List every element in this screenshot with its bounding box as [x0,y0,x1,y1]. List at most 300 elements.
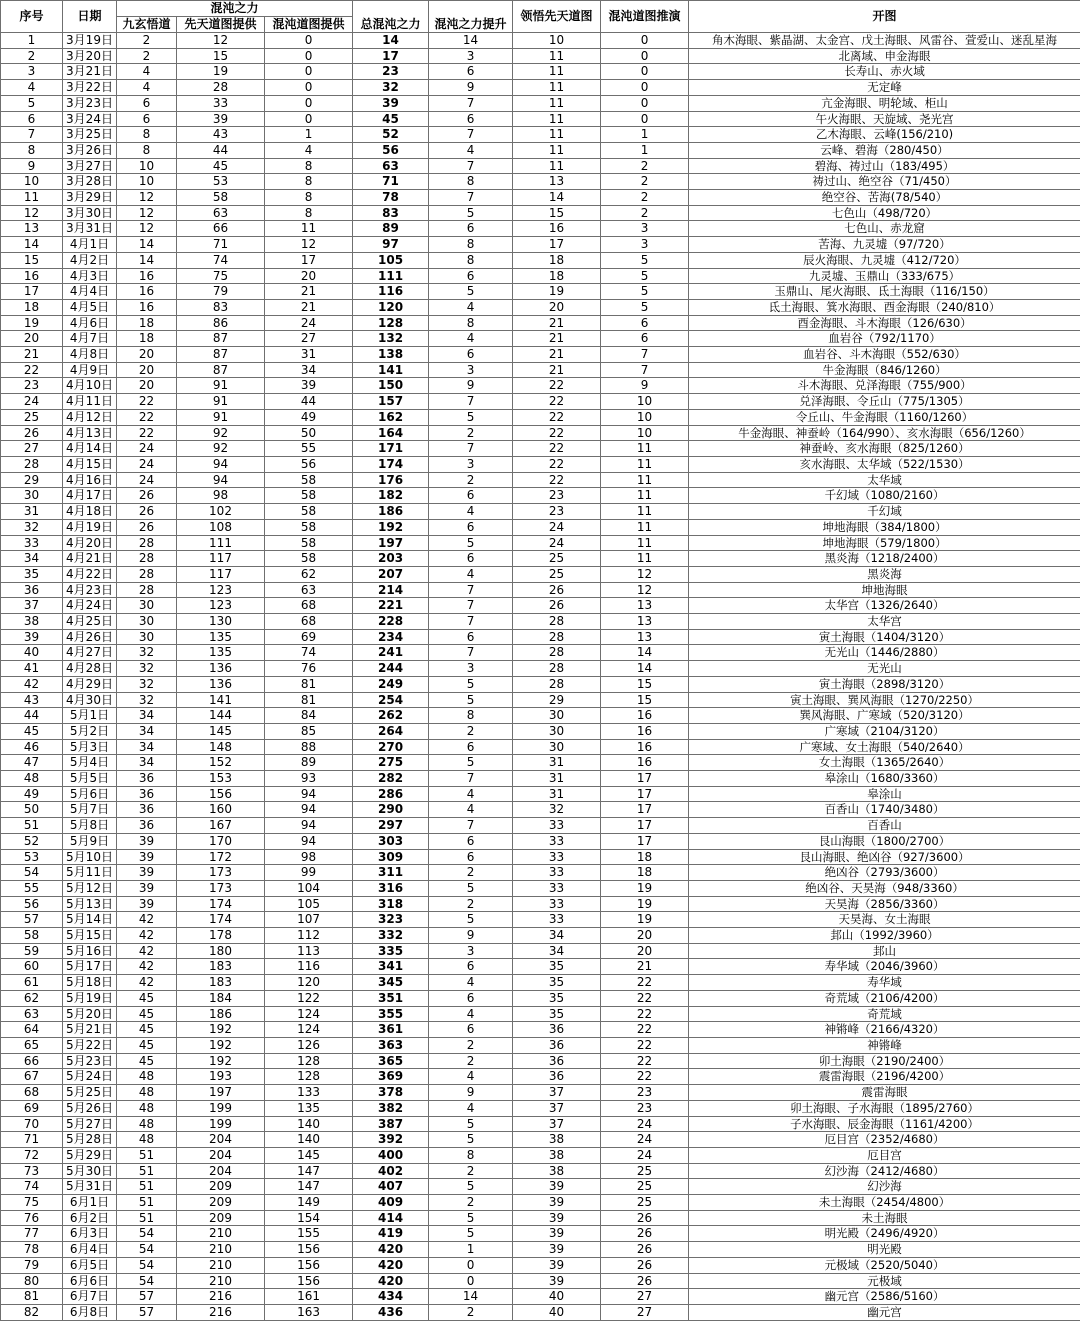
cell-jiuxuan: 42 [117,959,177,975]
cell-xiantian: 19 [177,64,265,80]
cell-jiuxuan: 14 [117,252,177,268]
cell-lingwu: 40 [513,1304,601,1320]
table-row [1,1273,1080,1289]
cell-lingwu: 28 [513,645,601,661]
cell-increase: 2 [429,1304,513,1320]
cell-increase: 6 [429,268,513,284]
header-xiantian: 先天道图提供 [177,17,265,33]
cell-tuiyan: 12 [601,566,689,582]
cell-lingwu: 30 [513,708,601,724]
cell-lingwu: 20 [513,299,601,315]
cell-total: 369 [353,1069,429,1085]
cell-jiuxuan: 39 [117,880,177,896]
cell-jiuxuan: 51 [117,1147,177,1163]
cell-jiuxuan: 36 [117,771,177,787]
cell-seq: 40 [1,645,63,661]
table-row [1,975,1080,991]
cell-tuiyan: 5 [601,299,689,315]
cell-kaitu: 广寒域（2104/3120） [689,723,1080,739]
table-row [1,237,1080,253]
cell-increase: 8 [429,315,513,331]
table-row [1,1242,1080,1258]
table-row [1,566,1080,582]
table-row [1,111,1080,127]
cell-date: 5月10日 [63,849,117,865]
cell-tuiyan: 7 [601,347,689,363]
cell-hundun-provide: 81 [265,676,353,692]
cell-hundun-provide: 21 [265,284,353,300]
cell-seq: 13 [1,221,63,237]
cell-date: 4月7日 [63,331,117,347]
cell-kaitu: 玉鼎山、尾火海眼、氐土海眼（116/150） [689,284,1080,300]
cell-lingwu: 18 [513,252,601,268]
cell-xiantian: 39 [177,111,265,127]
cell-hundun-provide: 58 [265,519,353,535]
cell-seq: 27 [1,441,63,457]
cell-jiuxuan: 26 [117,504,177,520]
cell-seq: 37 [1,598,63,614]
table-row [1,142,1080,158]
table-row [1,865,1080,881]
cell-total: 176 [353,472,429,488]
cell-hundun-provide: 154 [265,1210,353,1226]
cell-kaitu: 神锵峰（2166/4320） [689,1022,1080,1038]
cell-jiuxuan: 45 [117,1022,177,1038]
table-row [1,1038,1080,1054]
cell-date: 4月1日 [63,237,117,253]
cell-tuiyan: 3 [601,221,689,237]
cell-tuiyan: 10 [601,425,689,441]
cell-xiantian: 210 [177,1242,265,1258]
cell-xiantian: 135 [177,629,265,645]
cell-total: 407 [353,1179,429,1195]
cell-total: 363 [353,1038,429,1054]
cell-total: 262 [353,708,429,724]
cell-tuiyan: 26 [601,1273,689,1289]
cell-seq: 67 [1,1069,63,1085]
cell-lingwu: 39 [513,1195,601,1211]
cell-total: 97 [353,237,429,253]
cell-lingwu: 10 [513,33,601,49]
cell-tuiyan: 18 [601,849,689,865]
cell-kaitu: 长寿山、赤火域 [689,64,1080,80]
cell-total: 419 [353,1226,429,1242]
cell-total: 297 [353,818,429,834]
cell-lingwu: 28 [513,676,601,692]
cell-xiantian: 204 [177,1132,265,1148]
cell-tuiyan: 11 [601,488,689,504]
cell-increase: 7 [429,582,513,598]
cell-total: 56 [353,142,429,158]
cell-date: 4月5日 [63,299,117,315]
cell-jiuxuan: 57 [117,1289,177,1305]
cell-increase: 6 [429,739,513,755]
cell-xiantian: 117 [177,566,265,582]
cell-kaitu: 神蚕岭、亥水海眼（825/1260） [689,441,1080,457]
cell-date: 5月3日 [63,739,117,755]
cell-jiuxuan: 30 [117,629,177,645]
cell-increase: 7 [429,158,513,174]
cell-date: 4月18日 [63,504,117,520]
cell-kaitu: 牛金海眼（846/1260） [689,362,1080,378]
cell-seq: 55 [1,880,63,896]
cell-increase: 2 [429,896,513,912]
cell-jiuxuan: 48 [117,1085,177,1101]
cell-date: 4月26日 [63,629,117,645]
cell-kaitu: 辰火海眼、九灵墟（412/720） [689,252,1080,268]
cell-seq: 65 [1,1038,63,1054]
table-row [1,771,1080,787]
cell-hundun-provide: 58 [265,488,353,504]
cell-tuiyan: 11 [601,441,689,457]
cell-tuiyan: 13 [601,598,689,614]
cell-total: 89 [353,221,429,237]
cell-kaitu: 元极域（2520/5040） [689,1257,1080,1273]
cell-hundun-provide: 20 [265,268,353,284]
cell-xiantian: 204 [177,1147,265,1163]
cell-total: 171 [353,441,429,457]
cell-seq: 82 [1,1304,63,1320]
cell-xiantian: 174 [177,912,265,928]
cell-kaitu: 卯土海眼、子水海眼（1895/2760） [689,1100,1080,1116]
cell-kaitu: 未土海眼（2454/4800） [689,1195,1080,1211]
cell-xiantian: 63 [177,205,265,221]
cell-lingwu: 30 [513,723,601,739]
cell-total: 323 [353,912,429,928]
cell-total: 174 [353,456,429,472]
cell-date: 3月25日 [63,127,117,143]
table-row [1,959,1080,975]
cell-kaitu: 碧海、祷过山（183/495） [689,158,1080,174]
cell-lingwu: 11 [513,64,601,80]
cell-increase: 6 [429,347,513,363]
cell-kaitu: 无定峰 [689,80,1080,96]
cell-jiuxuan: 39 [117,896,177,912]
cell-seq: 28 [1,456,63,472]
cell-kaitu: 太华宫（1326/2640） [689,598,1080,614]
table-row [1,378,1080,394]
cell-tuiyan: 14 [601,661,689,677]
cell-lingwu: 33 [513,912,601,928]
cell-lingwu: 22 [513,425,601,441]
cell-xiantian: 173 [177,865,265,881]
cell-tuiyan: 16 [601,708,689,724]
cell-date: 4月19日 [63,519,117,535]
table-row [1,1006,1080,1022]
cell-jiuxuan: 48 [117,1132,177,1148]
table-row [1,598,1080,614]
cell-increase: 6 [429,519,513,535]
cell-hundun-provide: 161 [265,1289,353,1305]
cell-tuiyan: 16 [601,755,689,771]
cell-lingwu: 23 [513,504,601,520]
table-row [1,1304,1080,1320]
cell-hundun-provide: 0 [265,95,353,111]
cell-tuiyan: 2 [601,190,689,206]
cell-tuiyan: 0 [601,48,689,64]
cell-increase: 6 [429,111,513,127]
cell-jiuxuan: 16 [117,299,177,315]
cell-increase: 5 [429,1210,513,1226]
cell-lingwu: 39 [513,1257,601,1273]
cell-hundun-provide: 50 [265,425,353,441]
cell-xiantian: 86 [177,315,265,331]
cell-increase: 6 [429,629,513,645]
cell-lingwu: 36 [513,1069,601,1085]
table-row [1,708,1080,724]
cell-hundun-provide: 11 [265,221,353,237]
cell-kaitu: 奇荒域（2106/4200） [689,990,1080,1006]
table-row [1,582,1080,598]
table-row [1,190,1080,206]
cell-xiantian: 193 [177,1069,265,1085]
cell-hundun-provide: 69 [265,629,353,645]
cell-increase: 6 [429,1022,513,1038]
cell-seq: 30 [1,488,63,504]
cell-xiantian: 186 [177,1006,265,1022]
cell-xiantian: 79 [177,284,265,300]
cell-increase: 6 [429,959,513,975]
cell-lingwu: 22 [513,409,601,425]
cell-seq: 73 [1,1163,63,1179]
cell-tuiyan: 26 [601,1257,689,1273]
cell-tuiyan: 24 [601,1116,689,1132]
cell-kaitu: 元极域 [689,1273,1080,1289]
cell-hundun-provide: 113 [265,943,353,959]
cell-kaitu: 氐土海眼、箕水海眼、酉金海眼（240/810） [689,299,1080,315]
cell-kaitu: 未土海眼 [689,1210,1080,1226]
cell-increase: 4 [429,566,513,582]
cell-date: 5月23日 [63,1053,117,1069]
table-row [1,1053,1080,1069]
cell-hundun-provide: 39 [265,378,353,394]
cell-seq: 12 [1,205,63,221]
cell-seq: 36 [1,582,63,598]
cell-hundun-provide: 128 [265,1069,353,1085]
table-row [1,441,1080,457]
cell-increase: 4 [429,504,513,520]
cell-jiuxuan: 54 [117,1257,177,1273]
cell-date: 3月24日 [63,111,117,127]
cell-total: 318 [353,896,429,912]
cell-jiuxuan: 42 [117,943,177,959]
cell-jiuxuan: 12 [117,190,177,206]
cell-hundun-provide: 149 [265,1195,353,1211]
cell-hundun-provide: 58 [265,504,353,520]
cell-kaitu: 艮山海眼（1800/2700） [689,833,1080,849]
cell-lingwu: 31 [513,786,601,802]
cell-lingwu: 18 [513,268,601,284]
table-row [1,551,1080,567]
header-tuiyan: 混沌道图推演 [601,1,689,33]
cell-tuiyan: 0 [601,111,689,127]
cell-jiuxuan: 20 [117,378,177,394]
cell-kaitu: 祷过山、绝空谷（71/450） [689,174,1080,190]
cell-increase: 6 [429,64,513,80]
table-row [1,299,1080,315]
cell-tuiyan: 13 [601,614,689,630]
cell-seq: 56 [1,896,63,912]
cell-lingwu: 25 [513,566,601,582]
cell-seq: 57 [1,912,63,928]
cell-date: 5月5日 [63,771,117,787]
cell-seq: 44 [1,708,63,724]
cell-total: 244 [353,661,429,677]
cell-kaitu: 子水海眼、辰金海眼（1161/4200） [689,1116,1080,1132]
cell-date: 4月4日 [63,284,117,300]
cell-hundun-provide: 122 [265,990,353,1006]
cell-xiantian: 136 [177,676,265,692]
cell-kaitu: 黑炎海 [689,566,1080,582]
cell-lingwu: 40 [513,1289,601,1305]
cell-increase: 0 [429,1257,513,1273]
cell-tuiyan: 6 [601,315,689,331]
cell-date: 4月24日 [63,598,117,614]
cell-total: 420 [353,1257,429,1273]
cell-kaitu: 寅土海眼（1404/3120） [689,629,1080,645]
cell-lingwu: 33 [513,833,601,849]
cell-seq: 39 [1,629,63,645]
cell-date: 5月29日 [63,1147,117,1163]
cell-xiantian: 204 [177,1163,265,1179]
table-row [1,1116,1080,1132]
cell-tuiyan: 9 [601,378,689,394]
cell-lingwu: 11 [513,127,601,143]
cell-xiantian: 192 [177,1022,265,1038]
cell-xiantian: 87 [177,331,265,347]
cell-lingwu: 39 [513,1242,601,1258]
cell-lingwu: 39 [513,1179,601,1195]
cell-lingwu: 29 [513,692,601,708]
cell-date: 5月27日 [63,1116,117,1132]
cell-kaitu: 厄目宫 [689,1147,1080,1163]
table-row [1,221,1080,237]
cell-kaitu: 明光殿 [689,1242,1080,1258]
cell-date: 5月25日 [63,1085,117,1101]
cell-kaitu: 兑泽海眼、令丘山（775/1305） [689,394,1080,410]
cell-jiuxuan: 42 [117,928,177,944]
cell-kaitu: 邽山（1992/3960） [689,928,1080,944]
table-row [1,614,1080,630]
cell-total: 365 [353,1053,429,1069]
cell-total: 351 [353,990,429,1006]
cell-tuiyan: 12 [601,582,689,598]
cell-hundun-provide: 58 [265,535,353,551]
cell-total: 420 [353,1242,429,1258]
cell-kaitu: 神锵峰 [689,1038,1080,1054]
cell-hundun-provide: 84 [265,708,353,724]
cell-xiantian: 144 [177,708,265,724]
cell-xiantian: 44 [177,142,265,158]
cell-hundun-provide: 89 [265,755,353,771]
cell-xiantian: 199 [177,1116,265,1132]
cell-kaitu: 寅土海眼、巽风海眼（1270/2250） [689,692,1080,708]
cell-jiuxuan: 10 [117,174,177,190]
cell-xiantian: 216 [177,1304,265,1320]
cell-increase: 6 [429,551,513,567]
cell-seq: 53 [1,849,63,865]
cell-total: 355 [353,1006,429,1022]
cell-increase: 5 [429,676,513,692]
cell-increase: 4 [429,331,513,347]
cell-jiuxuan: 12 [117,221,177,237]
cell-kaitu: 绝凶谷（2793/3600） [689,865,1080,881]
cell-jiuxuan: 18 [117,331,177,347]
cell-total: 78 [353,190,429,206]
table-row [1,48,1080,64]
cell-kaitu: 巽风海眼、广寒域（520/3120） [689,708,1080,724]
cell-kaitu: 无光山（1446/2880） [689,645,1080,661]
cell-total: 39 [353,95,429,111]
cell-seq: 26 [1,425,63,441]
cell-date: 5月18日 [63,975,117,991]
cell-increase: 8 [429,708,513,724]
cell-hundun-provide: 8 [265,205,353,221]
table-body [1,33,1080,1321]
cell-tuiyan: 23 [601,1100,689,1116]
cell-seq: 6 [1,111,63,127]
header-date: 日期 [63,1,117,33]
cell-lingwu: 11 [513,111,601,127]
cell-hundun-provide: 135 [265,1100,353,1116]
cell-increase: 7 [429,441,513,457]
cell-total: 241 [353,645,429,661]
table-row [1,661,1080,677]
cell-total: 203 [353,551,429,567]
cell-seq: 32 [1,519,63,535]
cell-seq: 20 [1,331,63,347]
cell-xiantian: 91 [177,378,265,394]
cell-increase: 14 [429,1289,513,1305]
cell-tuiyan: 26 [601,1242,689,1258]
cell-tuiyan: 5 [601,284,689,300]
cell-kaitu: 太华域 [689,472,1080,488]
cell-hundun-provide: 55 [265,441,353,457]
cell-xiantian: 43 [177,127,265,143]
cell-lingwu: 33 [513,818,601,834]
cell-total: 157 [353,394,429,410]
cell-lingwu: 39 [513,1273,601,1289]
cell-seq: 50 [1,802,63,818]
cell-increase: 5 [429,535,513,551]
cell-date: 4月11日 [63,394,117,410]
table-row [1,990,1080,1006]
cell-kaitu: 亢金海眼、明轮域、柜山 [689,95,1080,111]
cell-tuiyan: 24 [601,1132,689,1148]
cell-xiantian: 210 [177,1273,265,1289]
cell-increase: 6 [429,488,513,504]
cell-jiuxuan: 45 [117,1006,177,1022]
cell-seq: 9 [1,158,63,174]
cell-lingwu: 15 [513,205,601,221]
cell-lingwu: 38 [513,1147,601,1163]
cell-kaitu: 七色山（498/720） [689,205,1080,221]
cell-seq: 70 [1,1116,63,1132]
cell-jiuxuan: 34 [117,708,177,724]
cell-seq: 31 [1,504,63,520]
cell-tuiyan: 22 [601,1053,689,1069]
header-seq: 序号 [1,1,63,33]
cell-lingwu: 14 [513,190,601,206]
cell-xiantian: 216 [177,1289,265,1305]
cell-hundun-provide: 94 [265,802,353,818]
header-group: 混沌之力 [117,1,353,17]
cell-tuiyan: 11 [601,456,689,472]
cell-total: 128 [353,315,429,331]
cell-lingwu: 37 [513,1085,601,1101]
cell-xiantian: 197 [177,1085,265,1101]
cell-tuiyan: 22 [601,990,689,1006]
